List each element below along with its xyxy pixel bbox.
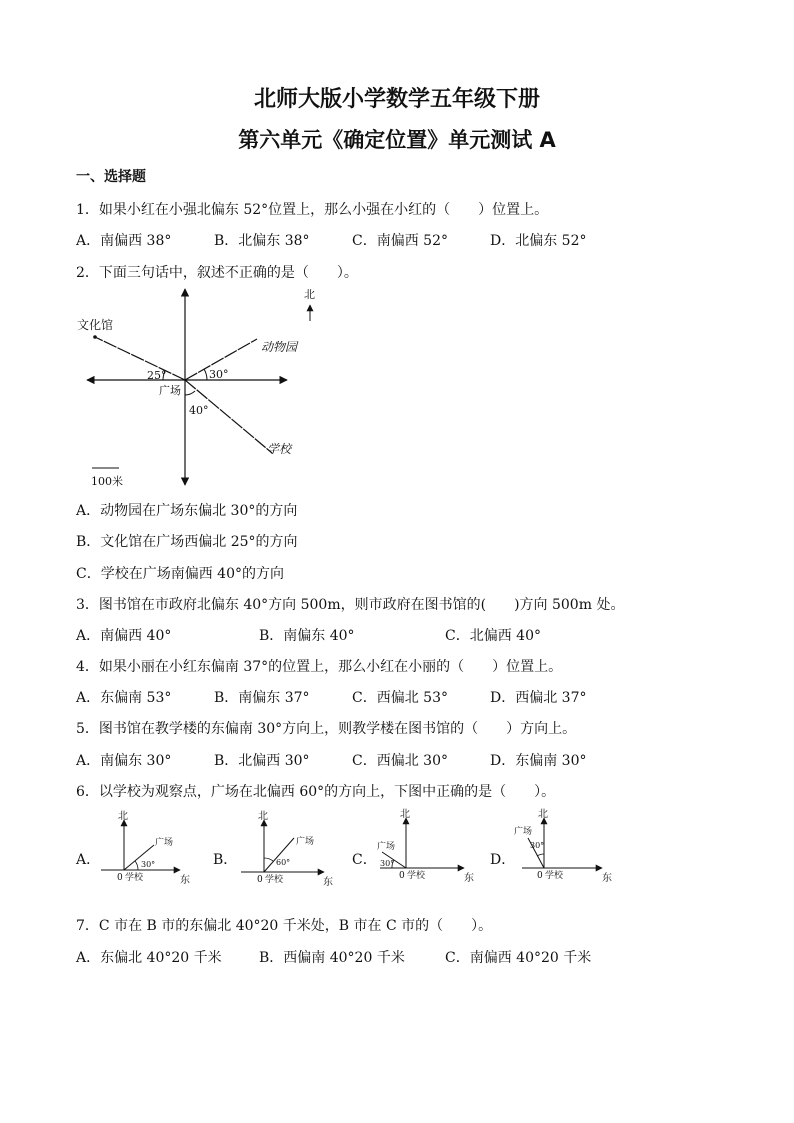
q3-option-a[interactable]: A．南偏西 40° bbox=[76, 628, 172, 644]
question-5-stem: 5．图书馆在教学楼的东偏南 30°方向上，则教学楼在图书馆的（ ）方向上。 bbox=[76, 721, 577, 737]
q6-option-b[interactable]: B． bbox=[213, 852, 238, 868]
q2-option-a[interactable]: A．动物园在广场东偏北 30°的方向 bbox=[76, 503, 298, 519]
zoo-label: 动物园 bbox=[261, 340, 298, 354]
q1-option-a[interactable]: A．南偏西 38° bbox=[76, 233, 172, 249]
diagram-b-origin: 0 bbox=[257, 875, 263, 885]
q1-option-b[interactable]: B．北偏东 38° bbox=[214, 233, 310, 249]
diagram-c-north: 北 bbox=[400, 809, 410, 820]
angle-30-label: 30° bbox=[209, 368, 229, 381]
q5-option-d[interactable]: D．东偏南 30° bbox=[490, 753, 587, 769]
scale-label: 100米 bbox=[91, 475, 123, 488]
ray-culture-center bbox=[95, 337, 185, 380]
diagram-c-square: 广场 bbox=[377, 842, 396, 852]
angle-40-label: 40° bbox=[189, 404, 209, 417]
q3-option-c[interactable]: C．北偏西 40° bbox=[445, 628, 541, 644]
question-4-stem: 4．如果小丽在小红东偏南 37°的位置上，那么小红在小丽的（ ）位置上。 bbox=[76, 659, 563, 675]
diagram-c-origin: 0 bbox=[399, 871, 405, 881]
question-6-stem: 6．以学校为观察点，广场在北偏西 60°的方向上，下图中正确的是（ ）。 bbox=[76, 784, 556, 800]
q4-option-c[interactable]: C．西偏北 53° bbox=[352, 690, 448, 706]
diagram-b-east: 东 bbox=[323, 877, 333, 888]
angle-25-label: 25° bbox=[147, 369, 167, 382]
q5-option-b[interactable]: B．北偏西 30° bbox=[214, 753, 310, 769]
diagram-b-square: 广场 bbox=[296, 837, 315, 847]
diagram-a-north: 北 bbox=[118, 811, 128, 822]
diagram-a-east: 东 bbox=[180, 875, 190, 886]
diagram-a-school: 学校 bbox=[125, 873, 144, 883]
question-1-stem: 1．如果小红在小强北偏东 52°位置上，那么小强在小红的（ ）位置上。 bbox=[76, 202, 549, 218]
q2-option-c[interactable]: C．学校在广场南偏西 40°的方向 bbox=[76, 566, 284, 582]
q6-option-a[interactable]: A． bbox=[76, 852, 101, 868]
question-7-stem: 7．C 市在 B 市的东偏北 40°20 千米处，B 市在 C 市的（ ）。 bbox=[76, 918, 493, 934]
diagram-b-north: 北 bbox=[258, 811, 268, 822]
diagram-d-school: 学校 bbox=[545, 871, 564, 881]
diagram-b-school: 学校 bbox=[265, 875, 284, 885]
q7-option-c[interactable]: C．南偏西 40°20 千米 bbox=[445, 950, 592, 966]
diagram-d-square: 广场 bbox=[514, 827, 533, 837]
question-3-stem: 3．图书馆在市政府北偏东 40°方向 500m，则市政府在图书馆的( )方向 500m 处。 bbox=[76, 597, 625, 613]
diagram-b-angle: 60° bbox=[276, 858, 291, 867]
q2-option-b[interactable]: B．文化馆在广场西偏北 25°的方向 bbox=[76, 534, 298, 550]
square-label: 广场 bbox=[159, 384, 181, 397]
diagram-a-origin: 0 bbox=[117, 873, 123, 883]
q3-option-b[interactable]: B．南偏东 40° bbox=[259, 628, 355, 644]
diagram-a bbox=[98, 810, 198, 890]
map-figure bbox=[75, 285, 325, 495]
diagram-d-north: 北 bbox=[538, 809, 548, 820]
diagram-a-square: 广场 bbox=[155, 838, 174, 848]
q4-option-a[interactable]: A．东偏南 53° bbox=[76, 690, 172, 706]
q4-option-d[interactable]: D．西偏北 37° bbox=[490, 690, 587, 706]
q5-option-a[interactable]: A．南偏东 30° bbox=[76, 753, 172, 769]
page-title: 北师大版小学数学五年级下册 bbox=[253, 87, 540, 112]
diagram-b bbox=[238, 808, 338, 888]
q6-option-d[interactable]: D． bbox=[490, 852, 516, 868]
diagram-a-angle: 30° bbox=[141, 860, 156, 869]
diagram-c-east: 东 bbox=[464, 873, 474, 884]
school-label: 学校 bbox=[267, 442, 292, 456]
diagram-c-angle: 30° bbox=[380, 859, 395, 868]
q7-option-a[interactable]: A．东偏北 40°20 千米 bbox=[76, 950, 222, 966]
q4-option-b[interactable]: B．南偏东 37° bbox=[214, 690, 310, 706]
diagram-d-east: 东 bbox=[602, 873, 612, 884]
diagram-d bbox=[514, 808, 618, 888]
diagram-c bbox=[377, 808, 480, 888]
diagram-d-angle: 30° bbox=[530, 841, 545, 850]
q6-option-c[interactable]: C． bbox=[352, 852, 377, 868]
q5-option-c[interactable]: C．西偏北 30° bbox=[352, 753, 448, 769]
page-subtitle: 第六单元《确定位置》单元测试 A bbox=[238, 128, 556, 152]
diagram-d-origin: 0 bbox=[537, 871, 543, 881]
q1-option-c[interactable]: C．南偏西 52° bbox=[352, 233, 448, 249]
diagram-c-school: 学校 bbox=[407, 871, 426, 881]
question-2-stem: 2．下面三句话中，叙述不正确的是（ ）。 bbox=[76, 265, 358, 281]
culture-center-label: 文化馆 bbox=[77, 318, 114, 332]
map-north-label: 北 bbox=[304, 288, 315, 301]
q7-option-b[interactable]: B．西偏南 40°20 千米 bbox=[259, 950, 405, 966]
section-heading: 一、选择题 bbox=[76, 169, 146, 185]
q1-option-d[interactable]: D．北偏东 52° bbox=[490, 233, 587, 249]
